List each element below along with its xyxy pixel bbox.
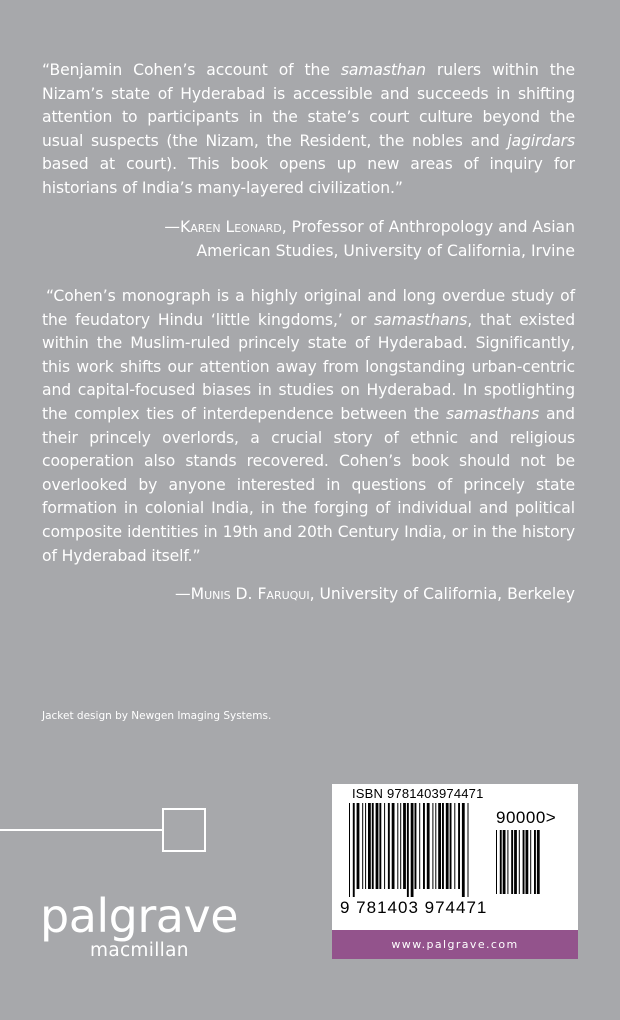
attribution-2-affiliation: , University of California, Berkeley — [309, 585, 575, 603]
barcode-bar — [415, 803, 417, 889]
barcode-bar — [507, 830, 508, 894]
barcode-bar — [379, 803, 381, 889]
barcode-bar — [534, 830, 536, 894]
barcode-bar — [384, 803, 385, 889]
barcode-bar — [376, 803, 379, 889]
barcode-bar — [362, 803, 363, 889]
barcode-bar — [523, 830, 525, 894]
barcode-bar — [368, 803, 371, 889]
review-attribution-1 — [115, 216, 575, 263]
barcode-bar — [468, 803, 469, 897]
barcode-bar — [454, 803, 455, 889]
quote-1-text-b: rulers within the Nizam’s state of Hyderabad is accessible and succeeds in shifting attention to participants in the state’s court culture beyond the usual suspects (the Nizam, the Resident, the nobles and — [42, 61, 576, 150]
publisher-logo-name: palgrave — [40, 889, 238, 943]
barcode-bar — [388, 803, 390, 889]
barcode-bar — [511, 830, 513, 894]
barcode-bar — [349, 803, 350, 897]
barcode-bar — [537, 830, 540, 894]
barcode-bar — [400, 803, 401, 889]
barcode-bar — [392, 803, 395, 889]
quote-1-italic-b: jagirdars — [507, 131, 575, 150]
barcode-bar — [411, 803, 414, 897]
jacket-design-credit: Jacket design by Newgen Imaging Systems. — [42, 710, 272, 722]
barcode-bar — [450, 803, 452, 889]
decorative-square — [162, 808, 206, 852]
barcode-bar — [423, 803, 425, 889]
barcode-bar — [514, 830, 517, 894]
attribution-2-name: Munis D. Faruqui — [190, 585, 310, 603]
barcode-bar — [403, 803, 406, 889]
barcode-bar — [407, 803, 409, 897]
attribution-1-dash: — — [164, 218, 180, 236]
barcode-bar — [519, 830, 520, 894]
publisher-url: www.palgrave.com — [332, 930, 578, 959]
quote-2-text-b: , that existed within the Muslim-ruled princely state of Hyderabad. Significantly, this work shifts our attention away from longstanding urban-centric and capital-focused biases in studies on Hyderabad. In spotlighting the complex ties of interdependence between the — [42, 310, 576, 423]
barcode-bar — [438, 803, 441, 889]
publisher-logo-sub: macmillan — [90, 940, 189, 961]
quote-2-italic-a: samasthans — [374, 310, 468, 329]
attribution-1-name: Karen Leonard — [180, 218, 282, 236]
attribution-2-dash: — — [175, 585, 191, 603]
barcode-bar — [500, 830, 502, 894]
ean-barcode — [349, 803, 489, 899]
publisher-logo — [40, 889, 240, 961]
quote-2-text-c: and their princely overlords, a crucial story of ethnic and religious cooperation also stands recovered. Cohen’s book should not be overlooked by anyone interested in questions of princely state formation in colonial India, in the forging of individual and political composite identities in 19th and 20th Century India, or in the history of Hyderabad itself.” — [42, 404, 575, 565]
barcode-bar — [365, 803, 366, 889]
barcode-bar — [503, 830, 506, 894]
barcode-bar — [419, 803, 420, 889]
addon-barcode — [496, 830, 556, 898]
barcode-bar — [496, 830, 497, 894]
isbn-label: ISBN 9781403974471 — [352, 786, 484, 801]
barcode-bar — [462, 803, 465, 897]
barcode-bar — [458, 803, 460, 889]
review-quote-1 — [42, 59, 575, 201]
quote-1-italic-a: samasthan — [340, 61, 426, 79]
barcode-bar — [372, 803, 374, 889]
barcode-digits: 9 781403 974471 — [340, 898, 488, 917]
barcode-bar — [353, 803, 355, 897]
quote-2-text-a: “Cohen’s monograph is a highly original and long overdue study of the feudatory Hindu ‘little kingdoms,’ or — [42, 287, 575, 329]
barcode-bar — [530, 830, 531, 894]
quote-1-text-c: based at court). This book opens up new areas of inquiry for historians of India’s many-layered civilization.” — [42, 155, 575, 197]
price-code: 90000> — [496, 808, 557, 827]
quote-2-italic-b: samasthans — [446, 404, 540, 423]
review-quote-2 — [42, 285, 575, 568]
attribution-1-affiliation: American Studies, University of California, Irvine — [196, 241, 575, 260]
barcode-bar — [357, 803, 360, 889]
attribution-1-title: , Professor of Anthropology and Asian — [281, 218, 575, 236]
barcode-bar — [526, 830, 529, 894]
decorative-rule-line — [0, 829, 162, 831]
quote-1-text-a: “Benjamin Cohen’s account of the — [42, 61, 341, 79]
barcode-bar — [446, 803, 449, 889]
barcode-bar — [397, 803, 398, 889]
barcode-bar — [435, 803, 436, 889]
barcode-bar — [442, 803, 444, 889]
barcode-bar — [432, 803, 433, 889]
barcode-bar — [427, 803, 430, 889]
review-attribution-2 — [115, 583, 575, 607]
